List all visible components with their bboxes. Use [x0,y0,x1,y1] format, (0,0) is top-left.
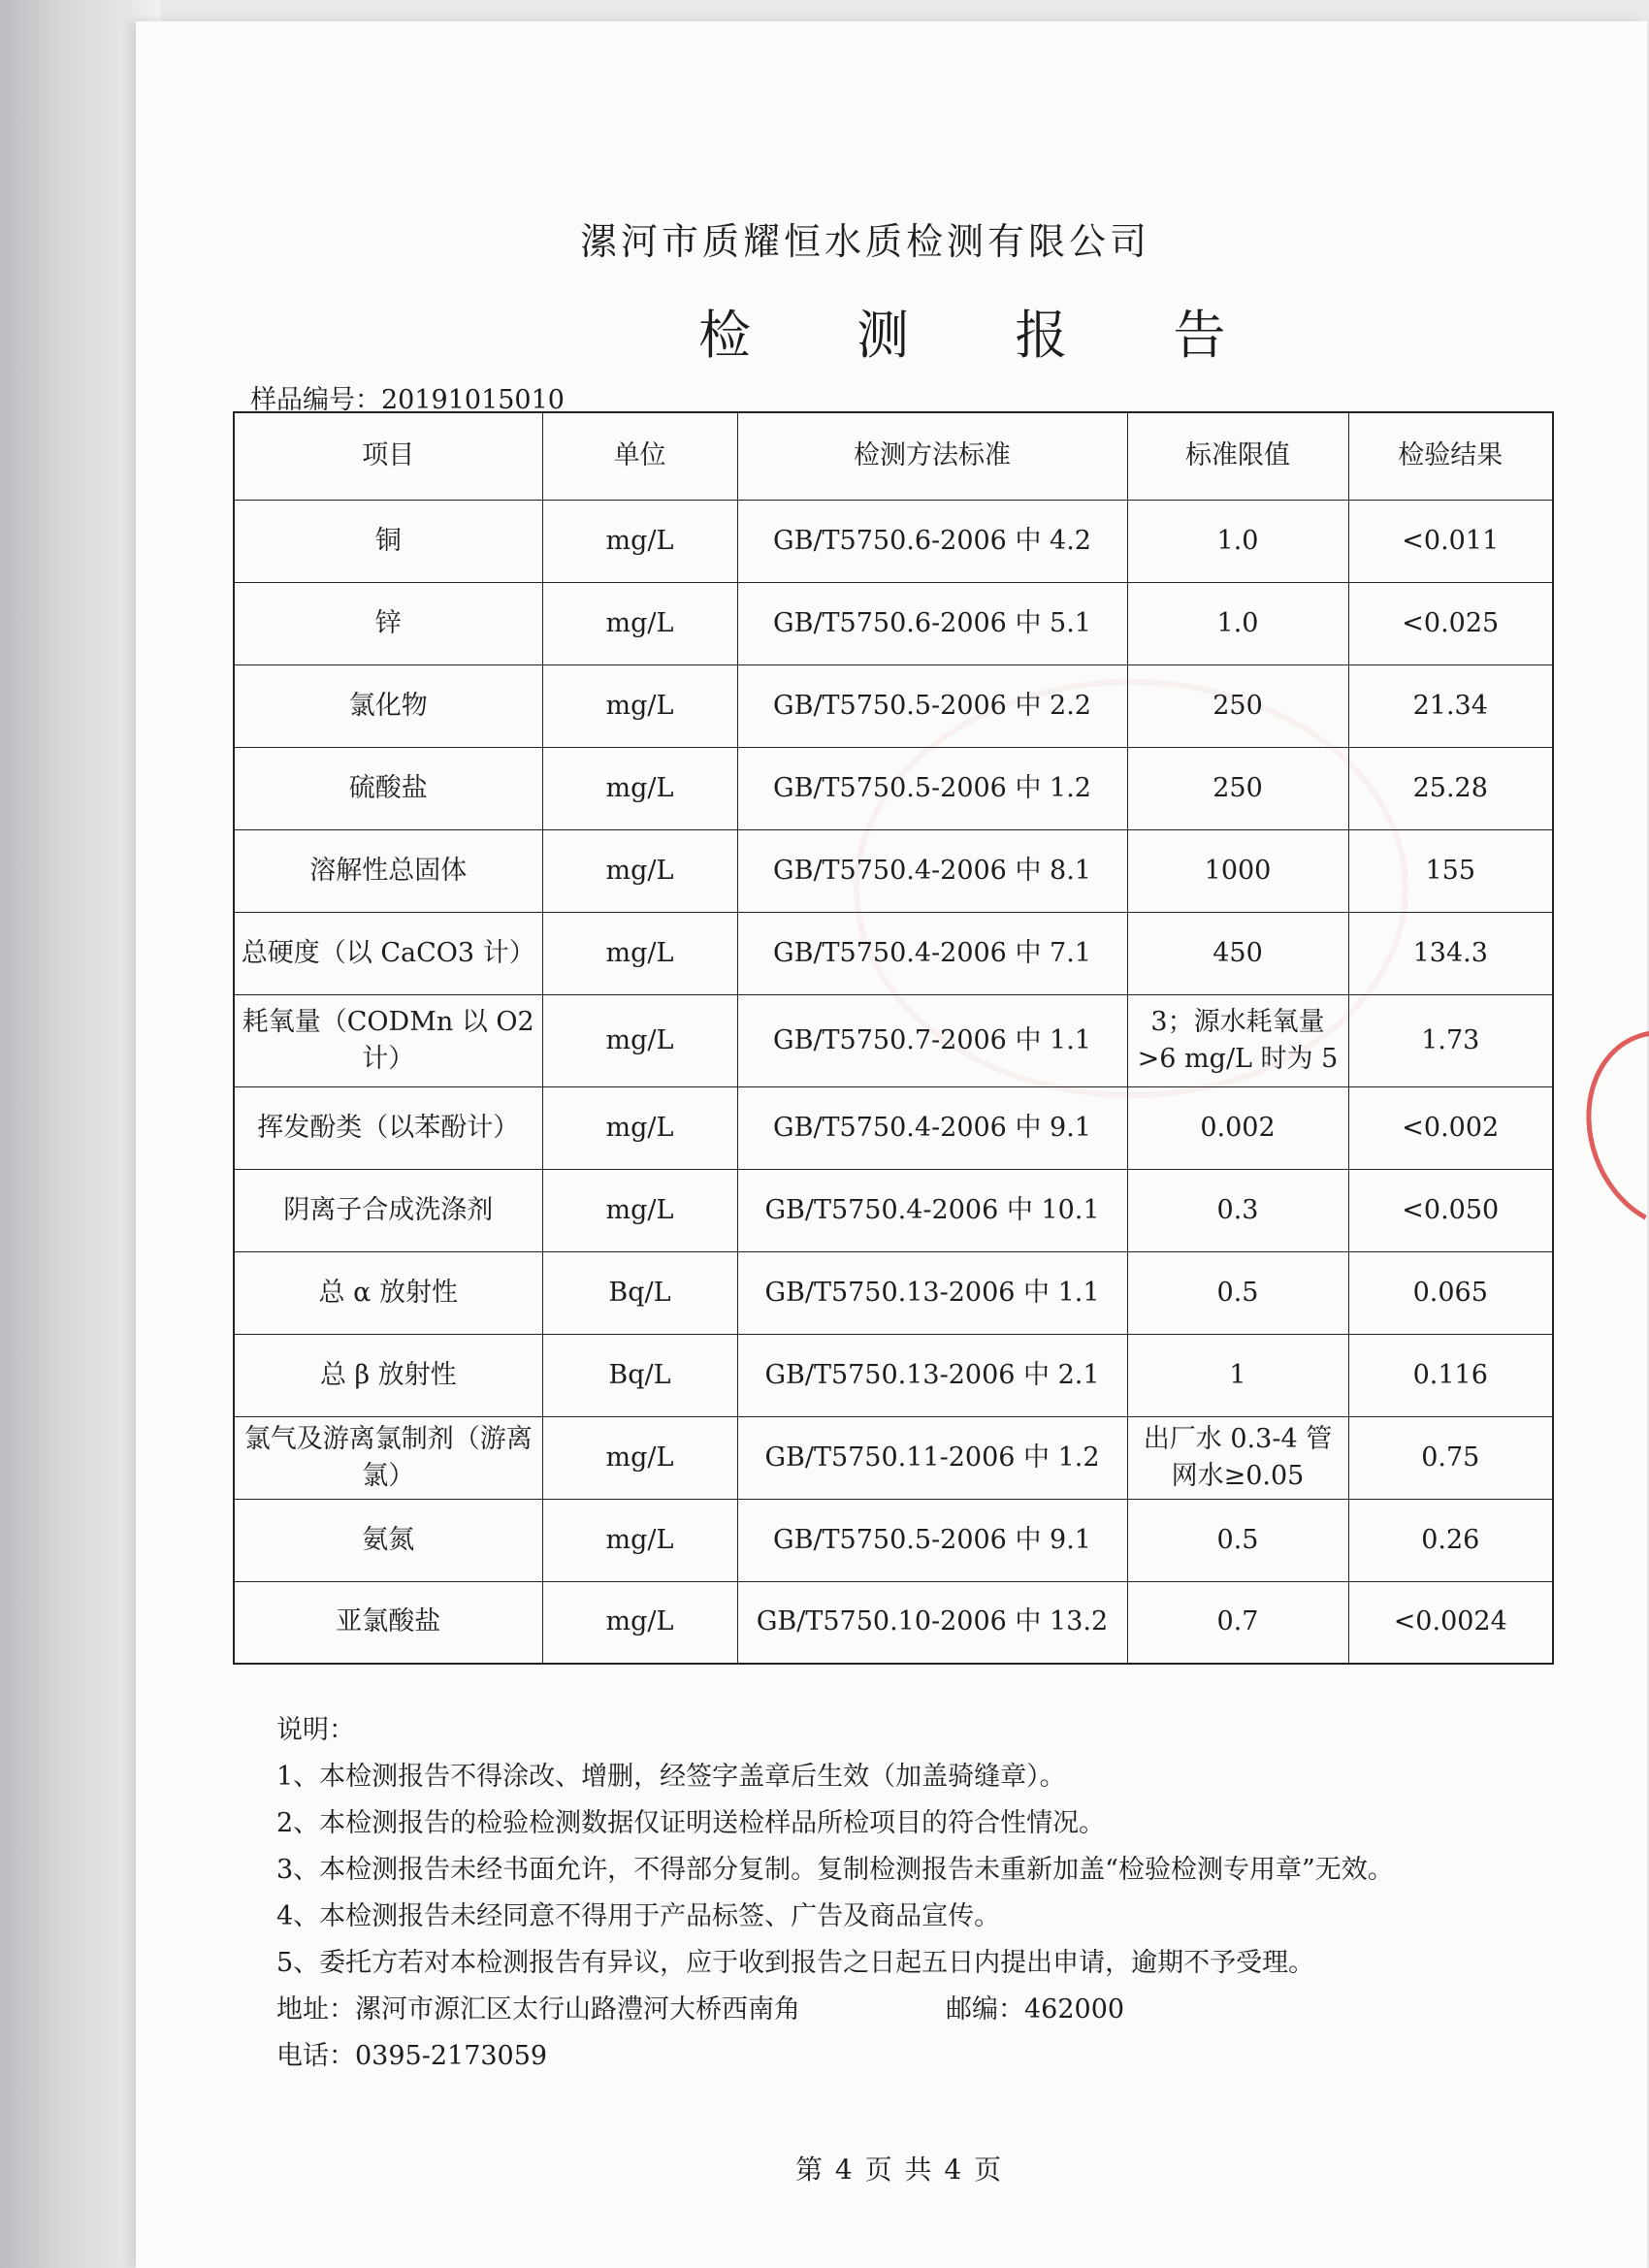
column-header: 项目 [234,412,542,500]
table-row [234,1251,1553,1334]
table-header-row [234,412,1553,500]
table-row [234,747,1553,829]
cell-item: 总 α 放射性 [234,1251,542,1334]
cell-limit: 1 [1127,1334,1348,1416]
company-name: 漯河市质耀恒水质检测有限公司 [580,220,1151,263]
note-item: 2、本检测报告的检验检测数据仅证明送检样品所检项目的符合性情况。 [276,1808,1106,1838]
column-header: 检验结果 [1348,412,1553,500]
table-row [234,1169,1553,1251]
cell-result: 0.116 [1348,1334,1553,1416]
cell-limit: 1.0 [1127,500,1348,582]
table-row [234,1086,1553,1169]
cell-method: GB/T5750.4-2006 中 7.1 [737,912,1127,994]
cell-result: 1.73 [1348,994,1553,1086]
cell-method: GB/T5750.4-2006 中 8.1 [737,829,1127,912]
table-row [234,829,1553,912]
cell-limit: 0.3 [1127,1169,1348,1251]
table-row [234,582,1553,664]
cell-unit: mg/L [542,1086,737,1169]
cell-result: 134.3 [1348,912,1553,994]
results-table [233,411,1554,1665]
cell-result: <0.050 [1348,1169,1553,1251]
cell-result: 0.26 [1348,1499,1553,1581]
page-number: 第 4 页 共 4 页 [795,2154,1004,2186]
cell-method: GB/T5750.13-2006 中 1.1 [737,1251,1127,1334]
cell-item: 铜 [234,500,542,582]
sample-number: 样品编号：20191015010 [250,385,565,415]
cell-item: 阴离子合成洗涤剂 [234,1169,542,1251]
cell-unit: mg/L [542,500,737,582]
cell-result: 155 [1348,829,1553,912]
column-header: 检测方法标准 [737,412,1127,500]
cell-item: 氯气及游离氯制剂（游离氯） [234,1416,542,1499]
note-item: 3、本检测报告未经书面允许，不得部分复制。复制检测报告未重新加盖“检验检测专用章”无效。 [276,1855,1394,1885]
cell-method: GB/T5750.6-2006 中 5.1 [737,582,1127,664]
table-row [234,500,1553,582]
cell-unit: mg/L [542,582,737,664]
cell-limit: 0.5 [1127,1251,1348,1334]
cell-item: 氯化物 [234,664,542,747]
cell-limit: 出厂水 0.3-4 管网水≥0.05 [1127,1416,1348,1499]
cell-limit: 3；源水耗氧量 >6 mg/L 时为 5 [1127,994,1348,1086]
cell-unit: mg/L [542,664,737,747]
cell-item: 挥发酚类（以苯酚计） [234,1086,542,1169]
cell-method: GB/T5750.5-2006 中 1.2 [737,747,1127,829]
note-item: 4、本检测报告未经同意不得用于产品标签、广告及商品宣传。 [276,1901,1001,1931]
cell-item: 总硬度（以 CaCO3 计） [234,912,542,994]
cell-item: 氨氮 [234,1499,542,1581]
cell-limit: 250 [1127,747,1348,829]
table-row [234,1499,1553,1581]
cell-unit: mg/L [542,912,737,994]
cell-unit: mg/L [542,1416,737,1499]
cell-method: GB/T5750.5-2006 中 2.2 [737,664,1127,747]
cell-unit: mg/L [542,1499,737,1581]
cell-unit: mg/L [542,994,737,1086]
cell-result: 0.75 [1348,1416,1553,1499]
cell-item: 总 β 放射性 [234,1334,542,1416]
notes-section [276,1707,1537,2080]
cell-method: GB/T5750.13-2006 中 2.1 [737,1334,1127,1416]
cell-method: GB/T5750.5-2006 中 9.1 [737,1499,1127,1581]
cell-item: 溶解性总固体 [234,829,542,912]
postal-code: 邮编：462000 [946,1994,1125,2025]
table-row [234,1581,1553,1664]
cell-limit: 250 [1127,664,1348,747]
cell-item: 亚氯酸盐 [234,1581,542,1664]
cell-method: GB/T5750.6-2006 中 4.2 [737,500,1127,582]
cell-result: <0.025 [1348,582,1553,664]
cell-limit: 0.7 [1127,1581,1348,1664]
cell-method: GB/T5750.10-2006 中 13.2 [737,1581,1127,1664]
note-item: 5、委托方若对本检测报告有异议，应于收到报告之日起五日内提出申请，逾期不予受理。 [276,1948,1315,1978]
cell-limit: 0.002 [1127,1086,1348,1169]
address-row [276,1987,1537,2033]
table-row [234,1334,1553,1416]
table-row [234,994,1553,1086]
cell-limit: 450 [1127,912,1348,994]
cell-result: <0.0024 [1348,1581,1553,1664]
cell-item: 硫酸盐 [234,747,542,829]
cell-unit: mg/L [542,1169,737,1251]
report-title: 检 测 报 告 [698,305,1271,366]
cell-unit: Bq/L [542,1251,737,1334]
column-header: 单位 [542,412,737,500]
cell-unit: mg/L [542,747,737,829]
table-row [234,912,1553,994]
cell-limit: 0.5 [1127,1499,1348,1581]
address: 地址：漯河市源汇区太行山路澧河大桥西南角 [276,1994,800,2025]
note-item: 1、本检测报告不得涂改、增删，经签字盖章后生效（加盖骑缝章）。 [276,1762,1066,1792]
cell-result: <0.002 [1348,1086,1553,1169]
cell-item: 耗氧量（CODMn 以 O2 计） [234,994,542,1086]
cell-method: GB/T5750.7-2006 中 1.1 [737,994,1127,1086]
cell-result: <0.011 [1348,500,1553,582]
table-body [234,500,1553,1664]
cell-unit: Bq/L [542,1334,737,1416]
phone: 电话：0395-2173059 [276,2041,548,2071]
table-row [234,664,1553,747]
cell-unit: mg/L [542,829,737,912]
cell-result: 0.065 [1348,1251,1553,1334]
cell-result: 25.28 [1348,747,1553,829]
cell-method: GB/T5750.4-2006 中 9.1 [737,1086,1127,1169]
cell-unit: mg/L [542,1581,737,1664]
column-header: 标准限值 [1127,412,1348,500]
cell-limit: 1.0 [1127,582,1348,664]
cell-method: GB/T5750.11-2006 中 1.2 [737,1416,1127,1499]
cell-result: 21.34 [1348,664,1553,747]
cell-item: 锌 [234,582,542,664]
cell-method: GB/T5750.4-2006 中 10.1 [737,1169,1127,1251]
notes-heading: 说明： [276,1715,355,1745]
cell-limit: 1000 [1127,829,1348,912]
table-row [234,1416,1553,1499]
